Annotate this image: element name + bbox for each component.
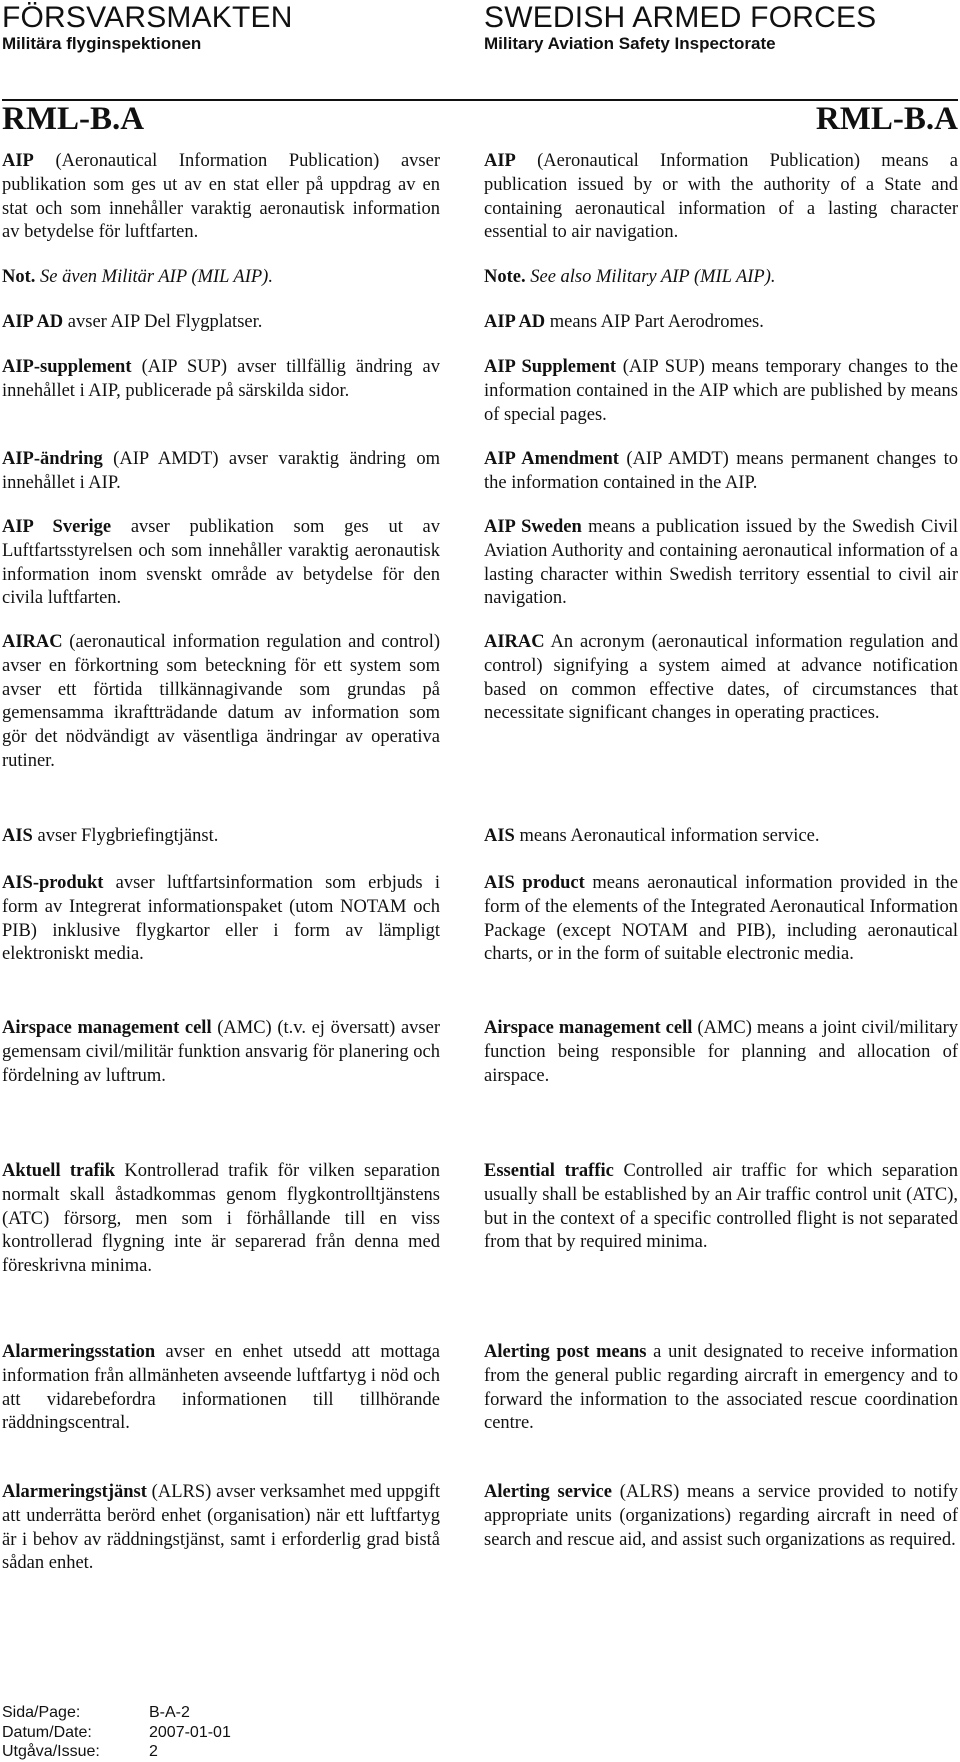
definition-sv <box>2 1160 440 1279</box>
definition-text: An acronym (aeronautical information regulation and control) signifying a system aimed at advance notification based on common effective dates, of circumstances that necessitate significant changes in operating practices. <box>484 632 958 724</box>
definition-en <box>484 311 958 335</box>
definition-text: means Aeronautical information service. <box>514 826 820 846</box>
note-text: See also Military AIP (MIL AIP). <box>525 267 776 287</box>
definition-text: Kontrollerad trafik för vilken separation normalt skall åstadkommas genom flygkontrolltjänstens (ATC) försorg, men som i förhållande till en viss kontrollerad flygning inte är separerad från denna med föreskrivna minima. <box>2 1161 441 1277</box>
term: AIP AD <box>484 312 546 332</box>
definition-text: (AMC) (t.v. ej översatt) avser gemensam civil/militär funktion ansvarig för planering och fördelning av luftrum. <box>2 1018 440 1086</box>
date-label: Datum/Date: <box>2 1723 92 1741</box>
term: AIS-produkt <box>2 873 104 893</box>
definition-text: (AIP SUP) means temporary changes to the information contained in the AIP which are published by means of special pages. <box>484 357 958 425</box>
definition-text: (AIP SUP) avser tillfällig ändring av innehållet i AIP, publicerade på särskilda sidor. <box>2 357 440 401</box>
note-en <box>484 266 958 290</box>
term: AIP AD <box>2 312 64 332</box>
definition-en <box>484 872 958 967</box>
definition-text: a unit designated to receive information from the general public regarding aircraft in emergency and to forward the information to the associated rescue coordination centre. <box>484 1342 959 1434</box>
term: Airspace management cell <box>484 1018 693 1038</box>
date-value: 2007-01-01 <box>149 1723 231 1741</box>
term: AIP-supplement <box>2 357 132 377</box>
term: AIS product <box>484 873 585 893</box>
definition-text: (ALRS) means a service provided to notify appropriate units (organizations) regarding aircraft in need of search and rescue aid, and assist such organizations as required. <box>484 1482 958 1550</box>
definition-en <box>484 516 958 611</box>
definition-text: means AIP Part Aerodromes. <box>545 312 764 332</box>
definition-text: means a publication issued by the Swedish Civil Aviation Authority and containing aeronautical information of a lasting character within Swedish territory essential to civil air navigation. <box>484 517 958 609</box>
definition-text: (AIP AMDT) avser varaktig ändring om innehållet i AIP. <box>2 449 440 493</box>
term: AIP Amendment <box>484 449 619 469</box>
definition-en <box>484 1341 958 1436</box>
definition-sv <box>2 1017 440 1088</box>
department-name-english: Military Aviation Safety Inspectorate <box>484 34 776 53</box>
definition-text: (AIP AMDT) means permanent changes to the information contained in the AIP. <box>484 449 959 493</box>
term: AIRAC <box>484 632 545 652</box>
definition-sv <box>2 311 440 335</box>
definition-text: avser AIP Del Flygplatser. <box>63 312 263 332</box>
note-label: Not. <box>2 267 36 287</box>
term: Alerting post means <box>484 1342 647 1362</box>
definition-text: means aeronautical information provided in the form of the elements of the Integrated Aeronautical Information Package (except NOTAM and PIB), including aeronautical charts, or in the form of suitable electronic media. <box>484 873 958 965</box>
definition-text: avser en enhet utsedd att mottaga information från allmänheten avseende luftfartyg i nöd och att vidarebefordra informationen till tillhörande räddningscentral. <box>2 1342 440 1434</box>
definition-sv <box>2 150 440 245</box>
definition-text: (ALRS) avser verksamhet med uppgift att underrätta berörd enhet (organisation) när ett luftfartyg är i behov av räddningstjänst, samt i erforderlig grad bistå sådan enhet. <box>2 1482 440 1574</box>
term: AIP Sverige <box>2 517 112 537</box>
footer-page-row <box>2 1703 302 1723</box>
definition-sv <box>2 448 440 496</box>
definition-text: (aeronautical information regulation and control) avser en förkortning som beteckning för ett system som avser ett förtida tillkännagivande som grundas på gemensamma ikraftträdande datum av information som gör det nödvändigt av väsentliga ändringar av operativa rutiner. <box>2 632 440 771</box>
definition-en <box>484 631 958 726</box>
note-sv <box>2 266 440 290</box>
term: AIP-ändring <box>2 449 103 469</box>
term: Alarmeringsstation <box>2 1342 156 1362</box>
footer-date-row <box>2 1723 302 1743</box>
term: AIP Sweden <box>484 517 582 537</box>
header-divider <box>2 99 958 101</box>
organization-name-swedish: FÖRSVARSMAKTEN <box>2 1 293 34</box>
definition-text: avser luftfartsinformation som erbjuds i form av Integrerat informationspaket (utom NOTAM och PIB) inklusive flygkartor eller i form av lämpligt elektroniskt media. <box>2 873 440 965</box>
term: Essential traffic <box>484 1161 614 1181</box>
definition-en <box>484 1481 958 1552</box>
term: AIP <box>484 151 516 171</box>
term: Aktuell trafik <box>2 1161 116 1181</box>
header-right <box>484 2 876 54</box>
term: AIP <box>2 151 34 171</box>
issue-label: Utgåva/Issue: <box>2 1743 100 1760</box>
term: Alarmeringstjänst <box>2 1482 147 1502</box>
department-name-swedish: Militära flyginspektionen <box>2 34 202 53</box>
page-label: Sida/Page: <box>2 1704 81 1721</box>
doc-ref-left: RML-B.A <box>2 101 145 137</box>
page-number: B-A-2 <box>149 1704 190 1721</box>
term: AIRAC <box>2 632 63 652</box>
note-label: Note. <box>484 267 526 287</box>
definition-text: (Aeronautical Information Publication) means a publication issued by or with the authority of a State and containing aeronautical information of a lasting character essential to air navigation. <box>484 151 958 243</box>
issue-number: 2 <box>149 1743 158 1760</box>
definition-text: (AMC) means a joint civil/military function being responsible for planning and allocation of airspace. <box>484 1018 958 1086</box>
definition-sv <box>2 1481 440 1576</box>
organization-name-english: SWEDISH ARMED FORCES <box>484 1 877 34</box>
header-left <box>2 2 293 54</box>
page-footer <box>2 1703 302 1762</box>
definition-sv <box>2 872 440 967</box>
note-text: Se även Militär AIP (MIL AIP). <box>35 267 273 287</box>
footer-issue-row <box>2 1742 302 1762</box>
definition-en <box>484 448 958 496</box>
definition-sv <box>2 356 440 404</box>
definition-sv <box>2 1341 440 1436</box>
definition-text: Controlled air traffic for which separation usually shall be established by an Air traffic control unit (ATC), but in the context of a specific controlled flight is not separated from that by required minima. <box>484 1161 958 1253</box>
doc-ref-right: RML-B.A <box>815 101 958 137</box>
definition-en <box>484 825 958 849</box>
definition-en <box>484 150 958 245</box>
term: Alerting service <box>484 1482 612 1502</box>
definition-en <box>484 356 958 427</box>
definition-text: avser Flygbriefingtjänst. <box>32 826 219 846</box>
definition-text: avser publikation som ges ut av Luftfartsstyrelsen och som innehåller varaktig aeronautisk information inom svenskt område av betydelse för den civila luftfarten. <box>2 517 440 609</box>
term: AIS <box>2 826 33 846</box>
definition-sv <box>2 631 440 774</box>
definition-en <box>484 1017 958 1088</box>
definition-en <box>484 1160 958 1255</box>
definition-text: (Aeronautical Information Publication) avser publikation som ges ut av en stat eller på uppdrag av en stat och som innehåller varaktig aeronautisk information av betydelse för luftfarten. <box>2 151 440 243</box>
term: AIS <box>484 826 515 846</box>
definition-sv <box>2 825 440 849</box>
term: AIP Supplement <box>484 357 617 377</box>
definition-sv <box>2 516 440 611</box>
term: Airspace management cell <box>2 1018 212 1038</box>
